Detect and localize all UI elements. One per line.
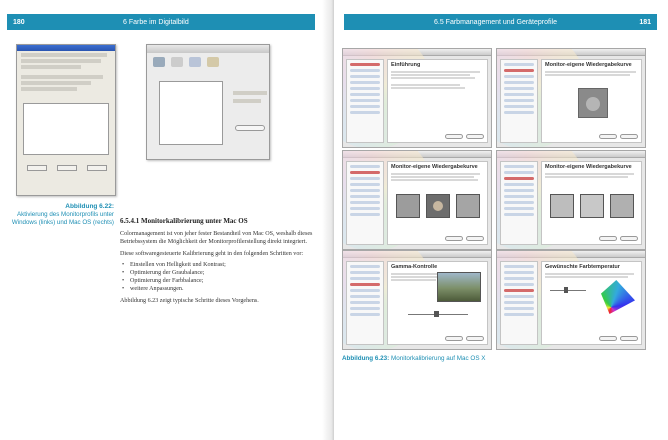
chromaticity-diagram [601,280,635,314]
list-item: • Einstellen von Helligkeit und Kontrast; [120,261,320,269]
figure-label: Abbildung 6.23: [342,355,390,362]
left-page-header [7,14,315,30]
list-item: • Optimierung der Farbbalance; [120,277,320,285]
screen-heading: Monitor-eigene Wiedergabekurve [545,62,632,68]
window-titlebar [17,45,115,51]
paragraph: Abbildung 6.23 zeigt typische Schritte dieses Vorgehens. [120,298,259,305]
steps-list [120,261,320,294]
figure-caption-6-23 [342,355,485,362]
mac-preferences-screenshot [146,44,270,160]
windows-dialog-screenshot [16,44,116,196]
calibration-screen-5 [342,250,492,350]
apple-calibration-target [578,88,608,118]
paragraph: Diese softwaregesteuerte Kalibrierung geht in den folgenden Schritten vor: [120,251,304,258]
display-icon [153,57,165,67]
paragraph: Colormanagement ist von jeher fester Bestandteil von Mac OS, weshalb dieses Betriebssystem die Möglichkeit der Monitorprofilerstellung direkt integriert. [120,231,313,246]
chapter-title: 6.5 Farbmanagement und Geräteprofile [434,18,557,26]
calibration-screen-6 [496,250,646,350]
page-number: 180 [13,18,25,26]
screen-heading: Monitor-eigene Wiedergabekurve [545,164,632,170]
list-item: • Optimierung der Graubalance; [120,269,320,277]
page-number: 181 [639,18,651,26]
sound-icon [171,57,183,67]
window-titlebar [147,45,269,53]
body-text [120,230,320,310]
figure-caption-6-22 [8,203,114,227]
figure-text: Monitorkalibrierung auf Mac OS X [390,355,486,362]
figure-text: Aktivierung des Monitorprofils unter Windows (links) und Mac OS (rechts) [11,211,114,226]
section-heading: 6.5.4.1 Monitorkalibrierung unter Mac OS [120,217,248,225]
chapter-title: 6 Farbe im Digitalbild [123,18,189,26]
screen-heading: Gamma-Kontrolle [391,264,438,270]
list-item: • weitere Anpassungen. [120,285,320,293]
screen-heading: Monitor-eigene Wiedergabekurve [391,164,478,170]
startup-icon [207,57,219,67]
color-profile-list [159,81,223,145]
toolbar [147,53,269,71]
figure-label: Abbildung 6.22: [65,203,114,210]
right-page-header [344,14,657,30]
calibration-screen-3 [342,150,492,250]
screen-heading: Gewünschte Farbtemperatur [545,264,620,270]
network-icon [189,57,201,67]
calibration-screen-2 [496,48,646,148]
calibration-screen-4 [496,150,646,250]
calibration-screen-1 [342,48,492,148]
landscape-photo [437,272,481,302]
screen-heading: Einführung [391,62,421,68]
profile-list [23,103,109,155]
